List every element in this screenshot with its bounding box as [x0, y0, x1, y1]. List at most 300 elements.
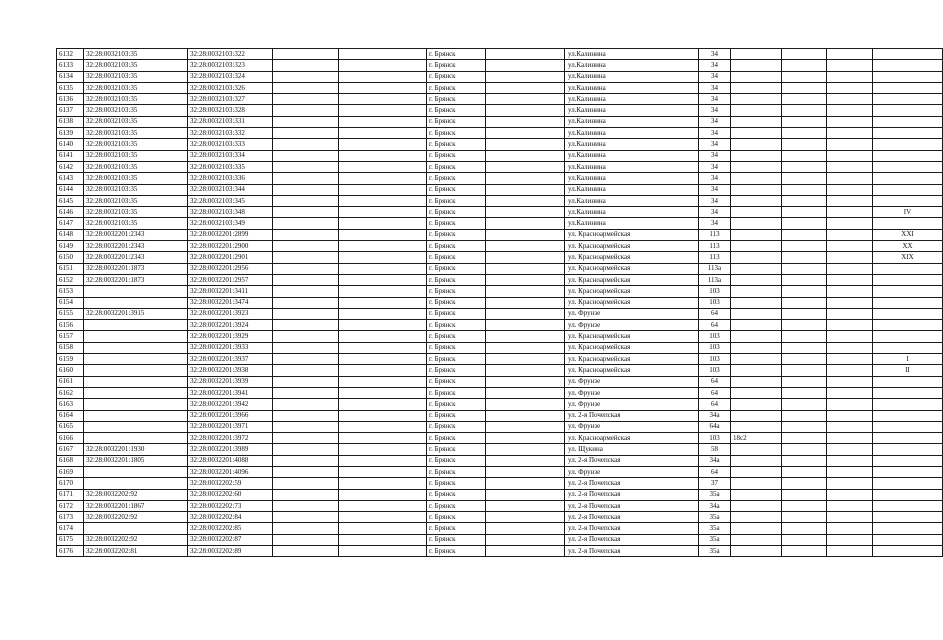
table-row [57, 218, 943, 229]
empty-cell [827, 308, 873, 319]
premises-numeral-cell [873, 421, 943, 432]
empty-cell [486, 195, 565, 206]
street-cell: ул.Калинина [565, 161, 699, 172]
building-suffix-cell [731, 297, 782, 308]
cadastral-number-cell: 32:28:0032201:3937 [188, 354, 273, 365]
city-cell: г. Брянск [427, 286, 486, 297]
building-suffix-cell [731, 365, 782, 376]
empty-cell [273, 161, 339, 172]
city-cell: г. Брянск [427, 308, 486, 319]
premises-numeral-cell [873, 286, 943, 297]
building-suffix-cell [731, 489, 782, 500]
cadastral-number-cell: 32:28:0032202:87 [188, 534, 273, 545]
empty-cell [827, 128, 873, 139]
street-cell: ул. 2-я Почепская [565, 489, 699, 500]
city-cell: г. Брянск [427, 455, 486, 466]
empty-cell [827, 241, 873, 252]
empty-cell [827, 523, 873, 534]
table-row [57, 444, 943, 455]
empty-cell [339, 94, 427, 105]
table-row [57, 433, 943, 444]
empty-cell [827, 410, 873, 421]
street-cell: ул.Калинина [565, 218, 699, 229]
street-cell: ул. Красноармейская [565, 354, 699, 365]
empty-cell [782, 354, 827, 365]
premises-numeral-cell: I [873, 354, 943, 365]
city-cell: г. Брянск [427, 195, 486, 206]
row-number-cell: 6156 [57, 320, 84, 331]
house-number-cell: 34 [699, 161, 731, 172]
table-row [57, 49, 943, 60]
city-cell: г. Брянск [427, 376, 486, 387]
row-number-cell: 6154 [57, 297, 84, 308]
empty-cell [339, 49, 427, 60]
empty-cell [827, 455, 873, 466]
city-cell: г. Брянск [427, 365, 486, 376]
empty-cell [273, 523, 339, 534]
empty-cell [486, 241, 565, 252]
parent-cadastral-number-cell [84, 433, 188, 444]
empty-cell [486, 410, 565, 421]
building-suffix-cell [731, 116, 782, 127]
parent-cadastral-number-cell: 32:28:0032201:2343 [84, 229, 188, 240]
table-row [57, 150, 943, 161]
empty-cell [273, 376, 339, 387]
house-number-cell: 64 [699, 376, 731, 387]
parent-cadastral-number-cell [84, 286, 188, 297]
empty-cell [486, 466, 565, 477]
table-row [57, 229, 943, 240]
parent-cadastral-number-cell: 32:28:0032201:1805 [84, 455, 188, 466]
street-cell: ул. Красноармейская [565, 252, 699, 263]
empty-cell [782, 308, 827, 319]
empty-cell [827, 297, 873, 308]
city-cell: г. Брянск [427, 354, 486, 365]
house-number-cell: 103 [699, 342, 731, 353]
parent-cadastral-number-cell: 32:28:0032201:1930 [84, 444, 188, 455]
parent-cadastral-number-cell [84, 297, 188, 308]
building-suffix-cell [731, 455, 782, 466]
city-cell: г. Брянск [427, 274, 486, 285]
premises-numeral-cell [873, 466, 943, 477]
empty-cell [339, 387, 427, 398]
cadastral-number-cell: 32:28:0032201:3989 [188, 444, 273, 455]
building-suffix-cell [731, 466, 782, 477]
row-number-cell: 6160 [57, 365, 84, 376]
empty-cell [782, 320, 827, 331]
parent-cadastral-number-cell [84, 342, 188, 353]
empty-cell [273, 365, 339, 376]
cadastral-number-cell: 32:28:0032201:3938 [188, 365, 273, 376]
parent-cadastral-number-cell: 32:28:0032201:2343 [84, 252, 188, 263]
empty-cell [827, 139, 873, 150]
row-number-cell: 6138 [57, 116, 84, 127]
table-row [57, 128, 943, 139]
cadastral-number-cell: 32:28:0032201:3942 [188, 399, 273, 410]
building-suffix-cell [731, 354, 782, 365]
empty-cell [339, 320, 427, 331]
city-cell: г. Брянск [427, 49, 486, 60]
empty-cell [486, 82, 565, 93]
empty-cell [339, 546, 427, 557]
empty-cell [339, 421, 427, 432]
empty-cell [827, 433, 873, 444]
street-cell: ул.Калинина [565, 195, 699, 206]
table-row [57, 500, 943, 511]
cadastral-number-cell: 32:28:0032103:333 [188, 139, 273, 150]
parent-cadastral-number-cell [84, 354, 188, 365]
empty-cell [273, 444, 339, 455]
table-row [57, 365, 943, 376]
empty-cell [273, 387, 339, 398]
parent-cadastral-number-cell: 32:28:0032103:35 [84, 82, 188, 93]
table-row [57, 387, 943, 398]
row-number-cell: 6145 [57, 195, 84, 206]
cadastral-number-cell: 32:28:0032202:84 [188, 512, 273, 523]
table-row [57, 410, 943, 421]
empty-cell [827, 286, 873, 297]
premises-numeral-cell [873, 128, 943, 139]
street-cell: ул.Калинина [565, 150, 699, 161]
empty-cell [339, 342, 427, 353]
cadastral-number-cell: 32:28:0032201:3924 [188, 320, 273, 331]
empty-cell [339, 512, 427, 523]
empty-cell [486, 365, 565, 376]
house-number-cell: 35а [699, 489, 731, 500]
parent-cadastral-number-cell: 32:28:0032201:1867 [84, 500, 188, 511]
empty-cell [782, 218, 827, 229]
city-cell: г. Брянск [427, 128, 486, 139]
empty-cell [827, 218, 873, 229]
cadastral-number-cell: 32:28:0032103:334 [188, 150, 273, 161]
parent-cadastral-number-cell [84, 466, 188, 477]
empty-cell [827, 173, 873, 184]
empty-cell [486, 263, 565, 274]
empty-cell [782, 365, 827, 376]
empty-cell [827, 354, 873, 365]
city-cell: г. Брянск [427, 489, 486, 500]
empty-cell [339, 365, 427, 376]
empty-cell [486, 286, 565, 297]
building-suffix-cell [731, 195, 782, 206]
empty-cell [782, 229, 827, 240]
building-suffix-cell [731, 523, 782, 534]
house-number-cell: 64 [699, 399, 731, 410]
row-number-cell: 6151 [57, 263, 84, 274]
empty-cell [827, 105, 873, 116]
empty-cell [486, 478, 565, 489]
street-cell: ул. Фрунзе [565, 320, 699, 331]
empty-cell [273, 308, 339, 319]
parent-cadastral-number-cell [84, 376, 188, 387]
street-cell: ул. Красноармейская [565, 365, 699, 376]
city-cell: г. Брянск [427, 161, 486, 172]
city-cell: г. Брянск [427, 252, 486, 263]
premises-numeral-cell [873, 195, 943, 206]
empty-cell [782, 421, 827, 432]
city-cell: г. Брянск [427, 116, 486, 127]
empty-cell [273, 195, 339, 206]
house-number-cell: 34 [699, 139, 731, 150]
empty-cell [339, 60, 427, 71]
building-suffix-cell [731, 500, 782, 511]
house-number-cell: 34а [699, 410, 731, 421]
house-number-cell: 34 [699, 150, 731, 161]
empty-cell [827, 399, 873, 410]
cadastral-number-cell: 32:28:0032202:73 [188, 500, 273, 511]
empty-cell [486, 184, 565, 195]
cadastral-number-cell: 32:28:0032201:3966 [188, 410, 273, 421]
city-cell: г. Брянск [427, 139, 486, 150]
empty-cell [827, 184, 873, 195]
house-number-cell: 37 [699, 478, 731, 489]
building-suffix-cell [731, 320, 782, 331]
city-cell: г. Брянск [427, 523, 486, 534]
house-number-cell: 113 [699, 252, 731, 263]
empty-cell [782, 241, 827, 252]
city-cell: г. Брянск [427, 500, 486, 511]
empty-cell [339, 466, 427, 477]
cadastral-number-cell: 32:28:0032201:3923 [188, 308, 273, 319]
row-number-cell: 6162 [57, 387, 84, 398]
street-cell: ул. Фрунзе [565, 421, 699, 432]
street-cell: ул. Щукина [565, 444, 699, 455]
empty-cell [782, 455, 827, 466]
street-cell: ул. Красноармейская [565, 263, 699, 274]
house-number-cell: 64а [699, 421, 731, 432]
city-cell: г. Брянск [427, 82, 486, 93]
empty-cell [486, 128, 565, 139]
empty-cell [782, 49, 827, 60]
cadastral-number-cell: 32:28:0032103:348 [188, 207, 273, 218]
table-row [57, 263, 943, 274]
row-number-cell: 6150 [57, 252, 84, 263]
building-suffix-cell [731, 161, 782, 172]
parent-cadastral-number-cell [84, 410, 188, 421]
house-number-cell: 103 [699, 286, 731, 297]
premises-numeral-cell: XXI [873, 229, 943, 240]
parent-cadastral-number-cell: 32:28:0032202:81 [84, 546, 188, 557]
empty-cell [827, 365, 873, 376]
parent-cadastral-number-cell: 32:28:0032103:35 [84, 184, 188, 195]
empty-cell [486, 342, 565, 353]
parent-cadastral-number-cell: 32:28:0032103:35 [84, 161, 188, 172]
empty-cell [782, 489, 827, 500]
building-suffix-cell [731, 308, 782, 319]
empty-cell [827, 207, 873, 218]
empty-cell [827, 94, 873, 105]
parent-cadastral-number-cell: 32:28:0032201:3915 [84, 308, 188, 319]
premises-numeral-cell [873, 320, 943, 331]
street-cell: ул. Красноармейская [565, 286, 699, 297]
parent-cadastral-number-cell: 32:28:0032103:35 [84, 60, 188, 71]
street-cell: ул. Красноармейская [565, 297, 699, 308]
empty-cell [273, 534, 339, 545]
city-cell: г. Брянск [427, 173, 486, 184]
cadastral-number-cell: 32:28:0032201:3939 [188, 376, 273, 387]
building-suffix-cell [731, 376, 782, 387]
empty-cell [273, 71, 339, 82]
table-row [57, 512, 943, 523]
empty-cell [486, 433, 565, 444]
street-cell: ул. Фрунзе [565, 308, 699, 319]
empty-cell [273, 139, 339, 150]
street-cell: ул.Калинина [565, 49, 699, 60]
table-row [57, 331, 943, 342]
empty-cell [827, 444, 873, 455]
building-suffix-cell [731, 241, 782, 252]
empty-cell [486, 49, 565, 60]
house-number-cell: 35а [699, 546, 731, 557]
city-cell: г. Брянск [427, 421, 486, 432]
street-cell: ул.Калинина [565, 60, 699, 71]
empty-cell [782, 410, 827, 421]
premises-numeral-cell [873, 444, 943, 455]
empty-cell [273, 150, 339, 161]
empty-cell [827, 161, 873, 172]
cadastral-number-cell: 32:28:0032103:327 [188, 94, 273, 105]
empty-cell [273, 60, 339, 71]
row-number-cell: 6157 [57, 331, 84, 342]
empty-cell [339, 82, 427, 93]
house-number-cell: 103 [699, 354, 731, 365]
street-cell: ул.Калинина [565, 71, 699, 82]
table-row [57, 161, 943, 172]
premises-numeral-cell [873, 331, 943, 342]
empty-cell [486, 71, 565, 82]
building-suffix-cell [731, 331, 782, 342]
house-number-cell: 35а [699, 512, 731, 523]
row-number-cell: 6167 [57, 444, 84, 455]
table-row [57, 534, 943, 545]
empty-cell [782, 342, 827, 353]
cadastral-number-cell: 32:28:0032103:335 [188, 161, 273, 172]
parent-cadastral-number-cell [84, 523, 188, 534]
empty-cell [339, 229, 427, 240]
parent-cadastral-number-cell: 32:28:0032202:92 [84, 489, 188, 500]
empty-cell [782, 184, 827, 195]
empty-cell [827, 49, 873, 60]
empty-cell [273, 546, 339, 557]
empty-cell [339, 128, 427, 139]
empty-cell [339, 331, 427, 342]
empty-cell [827, 195, 873, 206]
empty-cell [339, 274, 427, 285]
empty-cell [339, 139, 427, 150]
premises-numeral-cell [873, 512, 943, 523]
table-row [57, 252, 943, 263]
cadastral-number-cell: 32:28:0032103:332 [188, 128, 273, 139]
building-suffix-cell [731, 105, 782, 116]
empty-cell [782, 534, 827, 545]
premises-numeral-cell [873, 161, 943, 172]
empty-cell [486, 173, 565, 184]
city-cell: г. Брянск [427, 105, 486, 116]
empty-cell [273, 94, 339, 105]
row-number-cell: 6143 [57, 173, 84, 184]
cadastral-number-cell: 32:28:0032201:2956 [188, 263, 273, 274]
empty-cell [273, 286, 339, 297]
row-number-cell: 6161 [57, 376, 84, 387]
premises-numeral-cell: XX [873, 241, 943, 252]
building-suffix-cell [731, 512, 782, 523]
house-number-cell: 113а [699, 263, 731, 274]
empty-cell [827, 342, 873, 353]
city-cell: г. Брянск [427, 207, 486, 218]
empty-cell [827, 478, 873, 489]
city-cell: г. Брянск [427, 512, 486, 523]
empty-cell [782, 546, 827, 557]
parent-cadastral-number-cell: 32:28:0032103:35 [84, 218, 188, 229]
empty-cell [273, 218, 339, 229]
empty-cell [782, 105, 827, 116]
empty-cell [486, 94, 565, 105]
house-number-cell: 34 [699, 195, 731, 206]
empty-cell [486, 500, 565, 511]
empty-cell [273, 49, 339, 60]
cadastral-number-cell: 32:28:0032201:3929 [188, 331, 273, 342]
building-suffix-cell [731, 286, 782, 297]
empty-cell [273, 241, 339, 252]
table-row [57, 342, 943, 353]
street-cell: ул.Калинина [565, 82, 699, 93]
house-number-cell: 34 [699, 60, 731, 71]
house-number-cell: 64 [699, 320, 731, 331]
empty-cell [273, 116, 339, 127]
empty-cell [782, 116, 827, 127]
parent-cadastral-number-cell: 32:28:0032201:2343 [84, 241, 188, 252]
empty-cell [827, 263, 873, 274]
empty-cell [339, 297, 427, 308]
cadastral-number-cell: 32:28:0032201:2901 [188, 252, 273, 263]
house-number-cell: 34 [699, 218, 731, 229]
empty-cell [486, 455, 565, 466]
cadastral-number-cell: 32:28:0032103:331 [188, 116, 273, 127]
house-number-cell: 34а [699, 455, 731, 466]
street-cell: ул.Калинина [565, 139, 699, 150]
table-row [57, 82, 943, 93]
street-cell: ул. Красноармейская [565, 241, 699, 252]
empty-cell [827, 466, 873, 477]
street-cell: ул. Фрунзе [565, 376, 699, 387]
row-number-cell: 6141 [57, 150, 84, 161]
house-number-cell: 64 [699, 387, 731, 398]
empty-cell [273, 478, 339, 489]
city-cell: г. Брянск [427, 263, 486, 274]
premises-numeral-cell [873, 534, 943, 545]
parent-cadastral-number-cell: 32:28:0032202:92 [84, 534, 188, 545]
cadastral-number-cell: 32:28:0032202:85 [188, 523, 273, 534]
empty-cell [827, 274, 873, 285]
row-number-cell: 6133 [57, 60, 84, 71]
cadastral-number-cell: 32:28:0032201:2899 [188, 229, 273, 240]
empty-cell [339, 354, 427, 365]
house-number-cell: 113 [699, 229, 731, 240]
premises-numeral-cell [873, 263, 943, 274]
house-number-cell: 35а [699, 534, 731, 545]
parent-cadastral-number-cell: 32:28:0032103:35 [84, 116, 188, 127]
empty-cell [486, 546, 565, 557]
parent-cadastral-number-cell: 32:28:0032103:35 [84, 150, 188, 161]
empty-cell [486, 218, 565, 229]
row-number-cell: 6134 [57, 71, 84, 82]
empty-cell [273, 252, 339, 263]
cadastral-number-cell: 32:28:0032201:3941 [188, 387, 273, 398]
city-cell: г. Брянск [427, 534, 486, 545]
house-number-cell: 34 [699, 173, 731, 184]
row-number-cell: 6165 [57, 421, 84, 432]
row-number-cell: 6153 [57, 286, 84, 297]
